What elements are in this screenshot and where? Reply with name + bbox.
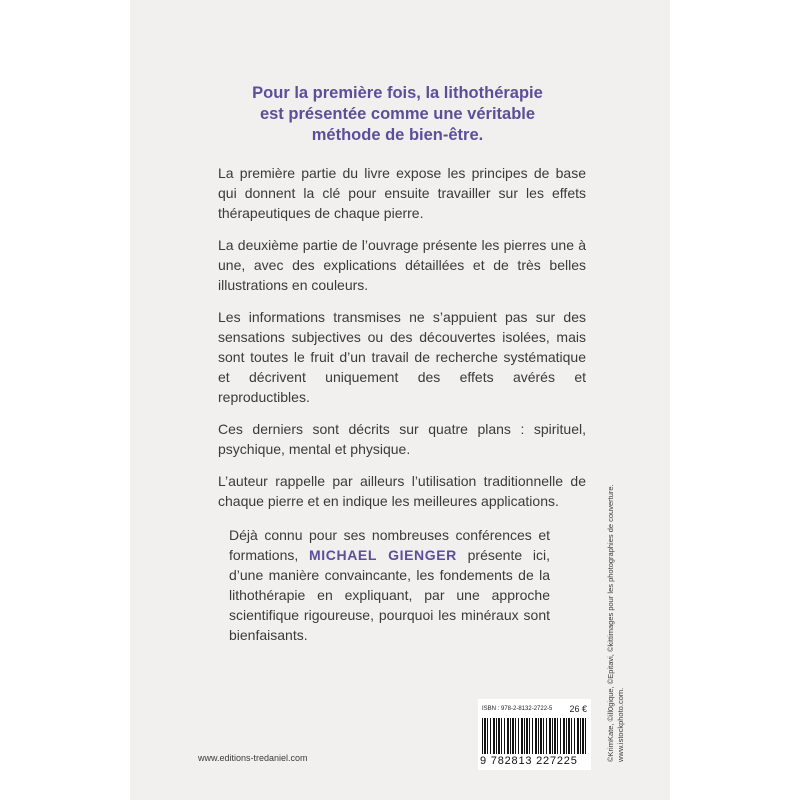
- headline-line-3: méthode de bien-être.: [311, 126, 484, 144]
- paragraph-5: L’auteur rappelle par ailleurs l’utilisation traditionnelle de chaque pierre et en indique les meilleures applications.: [218, 473, 586, 509]
- isbn-price-line: [482, 706, 587, 714]
- author-bio: [229, 525, 550, 645]
- bio-rest: présente ici, d’une manière convaincante, les fondements de la lithothérapie en expliquant, par une approche scientifique rigoureuse, pourquoi les minéraux sont bienfaisants.: [229, 547, 550, 643]
- barcode-number: 9 782813 227225: [480, 755, 578, 767]
- barcode-icon: [482, 718, 587, 754]
- publisher-website: www.editions-tredaniel.com: [198, 753, 308, 763]
- headline: [215, 83, 580, 146]
- paragraph-4: Ces derniers sont décrits sur quatre plans : spirituel, psychique, mental et physique.: [218, 421, 586, 457]
- price: 26 €: [569, 704, 587, 714]
- credits-line-1: ©KrimKate, ©ill0gique, ©Epitavi, ©kittimages pour les photographies de couverture.: [606, 484, 615, 762]
- author-name: MICHAEL GIENGER: [309, 547, 457, 563]
- barcode-block: [478, 699, 591, 770]
- photo-credits: [606, 484, 626, 762]
- isbn: ISBN : 978-2-8132-2722-5: [482, 706, 553, 712]
- description: [218, 163, 586, 523]
- bio-intro: Déjà connu pour ses nombreuses conférences et formations,: [229, 527, 550, 563]
- bio-text: [229, 525, 550, 645]
- paragraph-3: Les informations transmises ne s’appuient pas sur des sensations subjectives ou des découvertes isolées, mais sont toutes le fruit d’un travail de recherche systématique et décrivent uniquement des effets avérés et reproductibles.: [218, 309, 586, 405]
- headline-line-2: est présentée comme une véritable: [259, 105, 536, 123]
- paragraph-2: La deuxième partie de l’ouvrage présente les pierres une à une, avec des explications détaillées et de très belles illustrations en couleurs.: [218, 237, 586, 293]
- headline-line-1: Pour la première fois, la lithothérapie: [252, 84, 543, 102]
- paragraph-1: La première partie du livre expose les principes de base qui donnent la clé pour ensuite travailler sur les effets thérapeutiques de chaque pierre.: [218, 165, 586, 221]
- credits-line-2: www.istockphoto.com.: [616, 687, 625, 762]
